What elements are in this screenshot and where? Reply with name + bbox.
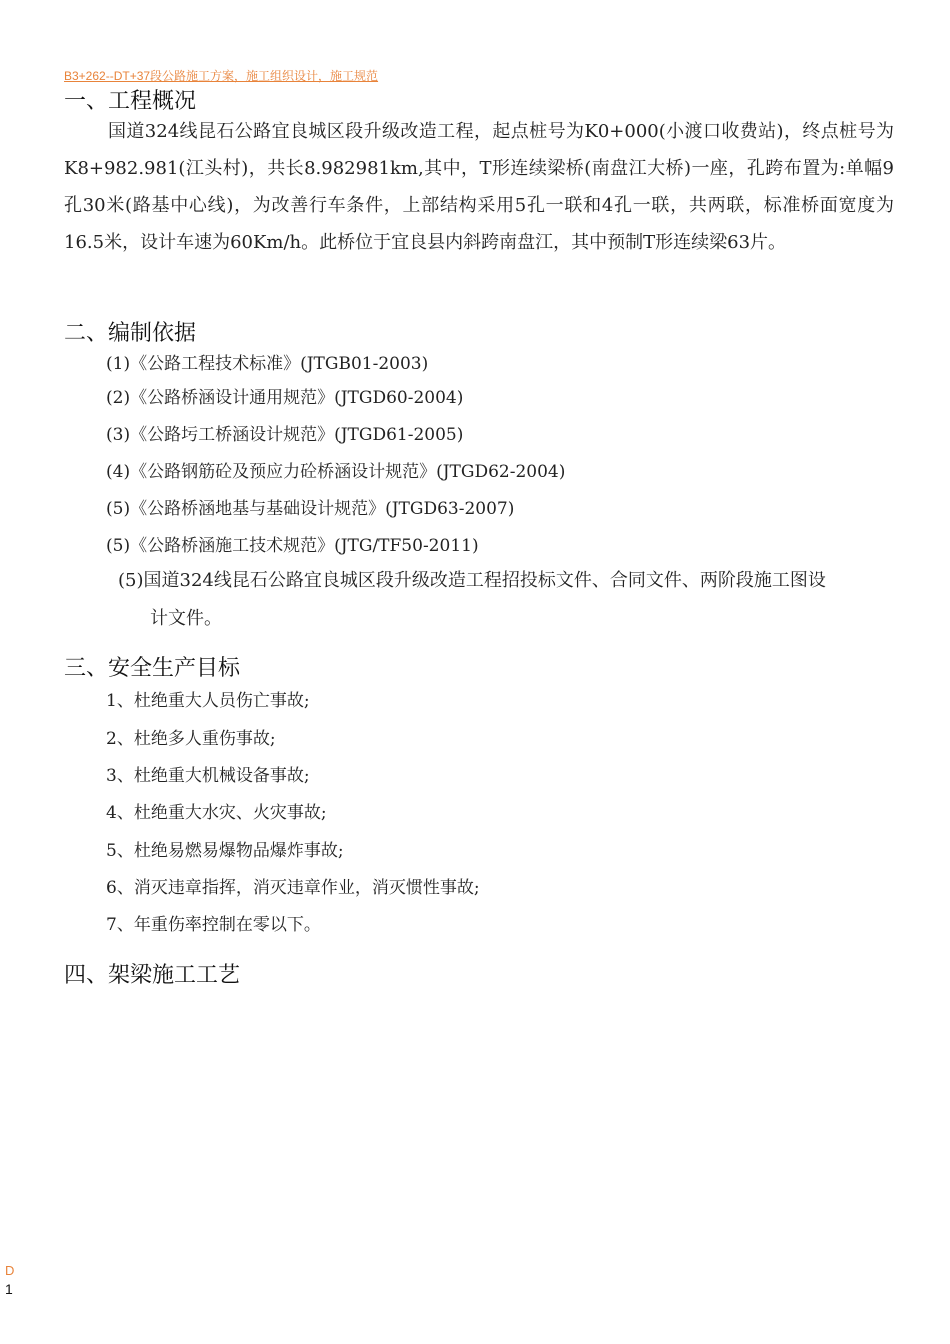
safety-item: 1、杜绝重大人员伤亡事故; [106,691,310,711]
safety-item: 2、杜绝多人重伤事故; [106,729,276,749]
section-title-overview: 一、工程概况 [64,89,197,114]
basis-item: (4)《公路钢筋砼及预应力砼桥涵设计规范》(JTGD62-2004) [106,462,566,482]
safety-item: 4、杜绝重大水灾、火灾事故; [106,803,327,823]
basis-item: (3)《公路圬工桥涵设计规范》(JTGD61-2005) [106,425,464,445]
safety-item: 7、年重伤率控制在零以下。 [106,915,321,935]
page-number: 1 [5,1281,13,1297]
safety-item: 5、杜绝易燃易爆物品爆炸事故; [106,841,344,861]
basis-item: (5)《公路桥涵地基与基础设计规范》(JTGD63-2007) [106,499,515,519]
basis-item: (5)《公路桥涵施工技术规范》(JTG/TF50-2011) [106,536,479,556]
basis-item: (1)《公路工程技术标准》(JTGB01-2003) [106,354,429,374]
overview-paragraph: 国道324线昆石公路宜良城区段升级改造工程，起点桩号为K0+000(小渡口收费站)，终点桩号为K8+982.981(江头村)，共长8.982981km,其中，T形连续梁桥(南盘江大桥)一座，孔跨布置为:单幅9孔30米(路基中心线)，为改善行车条件，上部结构采用5孔一联和4孔一联，共两联，标准桥面宽度为16.5米，设计车速为60Km/h。此桥位于宜良县内斜跨南盘江，其中预制T形连续梁63片。 [64,121,894,253]
safety-item: 3、杜绝重大机械设备事故; [106,766,310,786]
basis-item-documents [118,562,898,638]
safety-item: 6、消灭违章指挥，消灭违章作业，消灭惯性事故; [106,878,480,898]
section-title-safety: 三、安全生产目标 [64,656,241,681]
basis-item-documents-line1: (5)国道324线昆石公路宜良城区段升级改造工程招投标文件、合同文件、两阶段施工图设 [118,570,826,591]
footer-mark: D [5,1263,15,1278]
section-title-basis: 二、编制依据 [64,321,197,346]
header-link[interactable]: B3+262--DT+37段公路施工方案，施工组织设计，施工规范 [64,69,379,83]
basis-item-documents-line2: 计文件。 [150,608,222,629]
basis-item: (2)《公路桥涵设计通用规范》(JTGD60-2004) [106,388,464,408]
section-title-process: 四、架梁施工工艺 [64,963,241,988]
